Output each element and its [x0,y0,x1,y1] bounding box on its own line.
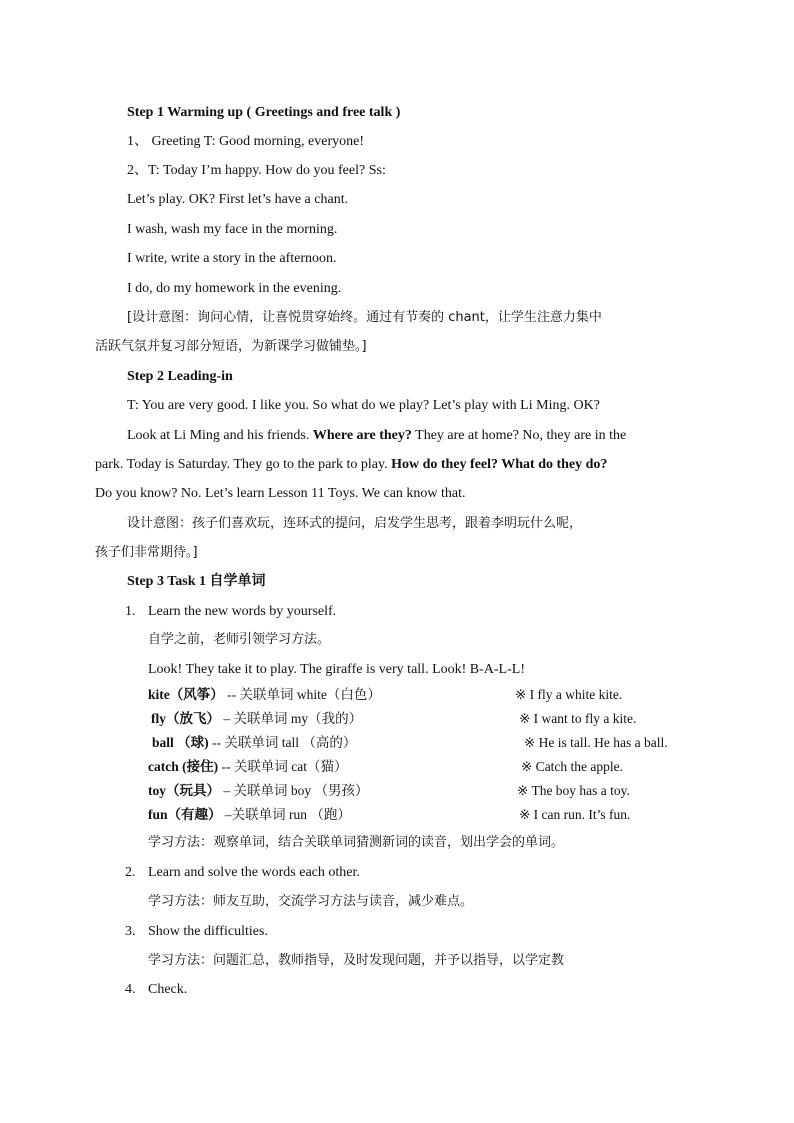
list-number: 2. [125,865,136,880]
step1-line: I do, do my homework in the evening. [127,281,342,296]
related-word: -- 关联单词 cat（猫） [218,759,348,774]
step1-design-intent: 活跃气氛并复习部分短语，为新课学习做铺垫。] [95,339,367,354]
vocab-word: fun（有趣） [148,807,222,822]
step1-line: 1、 Greeting T: Good morning, everyone! [127,134,364,149]
vocab-word: fly（放飞） [151,711,220,726]
word-row-left [148,782,369,800]
word-row-example: ※ I want to fly a kite. [519,711,637,726]
learning-method: 学习方法：观察单词，结合关联单词猜测新词的读音，划出学会的单词。 [148,835,565,850]
word-row-example: ※ Catch the apple. [521,759,624,774]
word-row-left [148,758,347,776]
step2-heading: Step 2 Leading-in [127,369,233,384]
word-row-example: ※ I fly a white kite. [515,687,623,702]
learning-method: 学习方法：师友互助，交流学习方法与读音，减少难点。 [148,894,474,909]
step1-line: I write, write a story in the afternoon. [127,251,337,266]
word-row-example: ※ I can run. It’s fun. [519,807,631,822]
word-row-left [148,686,381,704]
step1-design-intent: [设计意图：询问心情，让喜悦贯穿始终。通过有节奏的 chant，让学生注意力集中 [127,310,602,325]
step2-text: park. Today is Saturday. They go to the park to play. [95,457,392,472]
step2-line: Do you know? No. Let’s learn Lesson 11 Toys. We can know that. [95,486,466,501]
related-word: – 关联单词 boy （男孩） [220,783,369,798]
related-word: –关联单词 run （跑） [221,807,351,822]
step1-line: 2、T: Today I’m happy. How do you feel? Ss: [127,163,386,178]
vocab-word: kite（风筝） [148,687,224,702]
word-row-left [152,734,356,752]
related-word: -- 关联单词 white（白色） [223,687,381,702]
word-row-left [148,806,351,824]
list-item: Check. [148,982,188,997]
step2-design-intent: 孩子们非常期待。] [95,545,198,560]
vocab-word: catch (接住) [148,759,219,774]
step2-design-intent: 设计意图：孩子们喜欢玩，连环式的提问，启发学生思考，跟着李明玩什么呢， [127,516,583,531]
step2-text: They are at home? No, they are in the [411,428,627,443]
list-number: 4. [125,982,136,997]
step2-question: How do they feel? What do they do? [391,457,608,472]
step2-line [95,456,607,474]
vocab-word: toy（玩具） [148,783,220,798]
step2-question: Where are they? [312,428,412,443]
list-number: 3. [125,924,136,939]
related-word: – 关联单词 my（我的） [220,711,363,726]
list-item: Learn and solve the words each other. [148,865,360,880]
word-row-example: ※ The boy has a toy. [517,783,630,798]
learning-method: 学习方法：问题汇总，教师指导，及时发现问题，并予以指导，以学定教 [148,953,565,968]
vocab-word: ball （球) [152,735,209,750]
word-row-example: ※ He is tall. He has a ball. [524,735,668,750]
step2-line [127,427,626,445]
step2-line: T: You are very good. I like you. So what do we play? Let’s play with Li Ming. OK? [127,398,600,413]
step1-heading: Step 1 Warming up ( Greetings and free talk ) [127,105,401,120]
list-item-note: Look! They take it to play. The giraffe is very tall. Look! B-A-L-L! [148,662,525,677]
step1-line: I wash, wash my face in the morning. [127,222,338,237]
list-number: 1. [125,604,136,619]
step3-heading: Step 3 Task 1 自学单词 [127,574,266,589]
step1-line: Let’s play. OK? First let’s have a chant. [127,192,349,207]
step2-text: Look at Li Ming and his friends. [127,428,313,443]
list-item: Show the difficulties. [148,924,268,939]
related-word: -- 关联单词 tall （高的） [208,735,357,750]
word-row-left [151,710,362,728]
list-item-note: 自学之前，老师引领学习方法。 [148,632,331,647]
list-item: Learn the new words by yourself. [148,604,337,619]
